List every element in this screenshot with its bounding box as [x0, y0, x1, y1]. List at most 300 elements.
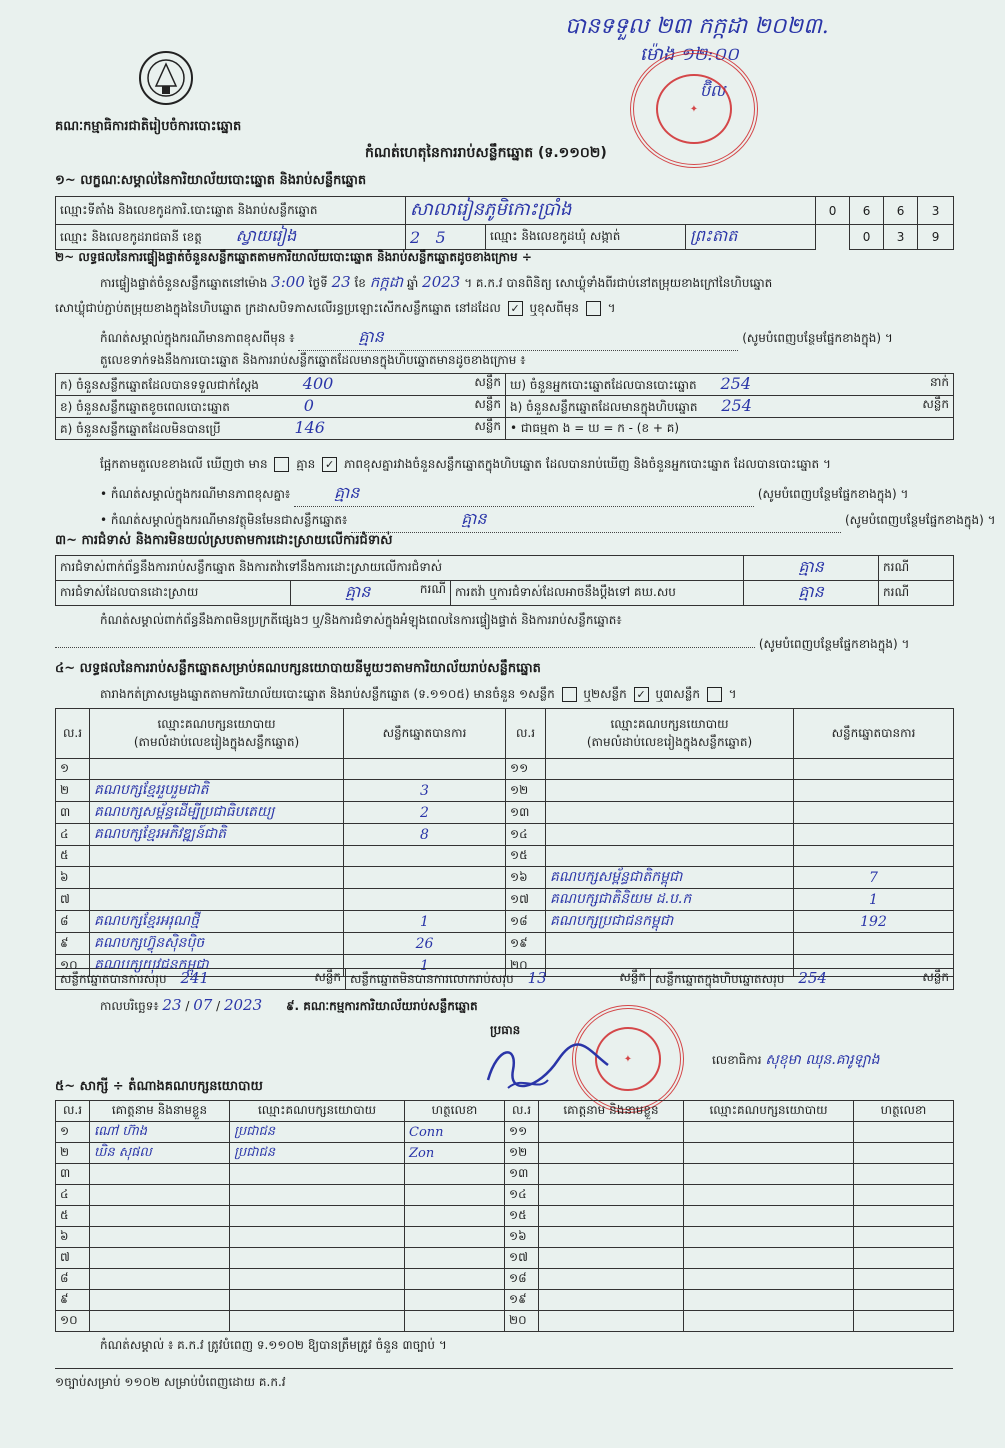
witness-party: [684, 1227, 854, 1248]
witness-name: [90, 1248, 230, 1269]
province-code-digit: 5: [435, 227, 446, 247]
witness-name: [539, 1185, 684, 1206]
witness-signature: [405, 1248, 505, 1269]
verify-year: 2023: [422, 273, 461, 291]
verify-text: ការផ្ទៀងផ្ទាត់ចំនួនសន្លឹកឆ្នោតនៅម៉ោង: [100, 276, 268, 290]
table-row: [56, 802, 954, 824]
party-name: [546, 824, 794, 846]
section3-fill-line: [55, 636, 955, 654]
row-number: ១៤: [505, 1185, 539, 1206]
resolved-label: ការជំទាស់ដែលបានដោះស្រាយ: [56, 581, 291, 606]
count-unit: សន្លឹក: [474, 397, 501, 411]
chair-label: ប្រធាន: [490, 1023, 521, 1037]
witness-signature: [854, 1290, 954, 1311]
table-row: [56, 759, 954, 780]
vote-count: [344, 867, 506, 889]
note-label: កំណត់សម្គាល់ក្នុងករណីមានភាពខុសពីមុន ៖: [100, 331, 295, 345]
col-votes-header: សន្លឹកឆ្នោតបានការ: [344, 709, 506, 759]
office-value: សាលារៀនភូមិកោះប្រាំង: [406, 197, 816, 225]
section5-title: ៥~ សាក្សី ÷ តំណាងគណបក្សនយោបាយ: [55, 1079, 263, 1094]
witness-party: [684, 1122, 854, 1143]
row-number: ១៣: [505, 1164, 539, 1185]
secretary-line: [712, 1050, 880, 1071]
resolved-value: គ្មាន: [345, 582, 371, 601]
witness-signature: [405, 1185, 505, 1206]
appeal-value: គ្មាន: [744, 581, 879, 606]
unit: សន្លឹក: [314, 970, 341, 984]
table-row: [56, 889, 954, 911]
witness-party: [684, 1143, 854, 1164]
vote-count: 1: [344, 955, 506, 977]
receipt-note-line1: បានទទួល ២៣ កក្កដា ២០២៣.: [565, 14, 829, 39]
vote-count: 3: [344, 780, 506, 802]
col-party-sub: (តាមលំដាប់លេខរៀងក្នុងសន្លឹកឆ្នោត): [586, 734, 753, 749]
table-row: [56, 824, 954, 846]
row-number: ១២: [505, 1143, 539, 1164]
col-party-sub: (តាមលំដាប់លេខរៀងក្នុងសន្លឹកឆ្នោត): [133, 734, 300, 749]
row-number: ៨: [56, 1269, 90, 1290]
witness-col-sign: ហត្ថលេខា: [405, 1101, 505, 1122]
row-number: ១៨: [506, 911, 546, 933]
bottom-note: ១ច្បាប់សម្រាប់ ១១០២ សម្រាប់បំពេញដោយ គ.ក.វ: [55, 1375, 286, 1389]
vote-count: [794, 780, 954, 802]
date-label: កាលបរិច្ឆេទ៖: [100, 999, 159, 1013]
party-name: [546, 933, 794, 955]
witness-party: [230, 1290, 405, 1311]
witness-signature: [854, 1227, 954, 1248]
witness-col-no: ល.រ: [56, 1101, 90, 1122]
receipt-note-line2: ម៉ោង ១២:០០: [640, 44, 739, 65]
row-number: ១០: [56, 1311, 90, 1332]
province-label: ឈ្មោះ និងលេខកូដរាជធានី ខេត្ត: [60, 230, 202, 244]
party-name: [90, 889, 344, 911]
vote-count: [794, 759, 954, 780]
verify-line1: [100, 273, 955, 295]
witness-name: [90, 1206, 230, 1227]
formula-label: • ជាធម្មតា ង = ឃ = ក - (ខ + គ): [510, 420, 680, 435]
witness-name: ឃិន សុផល: [90, 1143, 230, 1164]
objection-unit: ករណី: [879, 556, 954, 581]
two-sheet-label: ឬ២សន្លឹក: [583, 687, 627, 701]
table-row: [56, 867, 954, 889]
total-valid-value: 241: [180, 969, 210, 987]
witness-party: [684, 1311, 854, 1332]
witness-name: [539, 1248, 684, 1269]
date-line: កាលបរិច្ឆេទ៖ 23 / 07 / 2023 ៩. គណៈកម្មការការិយាល័យរាប់សន្លឹកឆ្នោត: [100, 996, 478, 1014]
party-name: គណបក្សសម្ព័ន្ធជាតិកម្ពុជា: [546, 867, 794, 889]
row-number: ១៥: [506, 846, 546, 867]
col-party-label: ឈ្មោះគណបក្សនយោបាយ: [610, 716, 729, 731]
difference-line: [100, 456, 955, 474]
row-number: ១៤: [506, 824, 546, 846]
row-number: ៩: [56, 1290, 90, 1311]
table-row: [56, 1227, 954, 1248]
results-table: [55, 708, 954, 977]
form-title: កំណត់ហេតុនៃការរាប់សន្លឹកឆ្នោត (ទ.១១០២): [365, 145, 607, 161]
unit: សន្លឹក: [922, 970, 949, 984]
one-sheet-checkbox[interactable]: [562, 687, 577, 702]
party-name: [546, 780, 794, 802]
witness-name: [90, 1311, 230, 1332]
verify-line2: សោឃ្លុំជាប់ភ្ជាប់តម្រុយខាងក្នុងនៃហិបឆ្នោត ក្រដាសបិទភាសលើរន្ធប្រឡោះសើកសន្លឹកឆ្នោត នៅដដែល ✓ ឬខុសពីមុន ។: [55, 301, 616, 315]
witness-party: [230, 1206, 405, 1227]
witness-name: [539, 1290, 684, 1311]
row-number: ១៣: [506, 802, 546, 824]
row-number: ១១: [506, 759, 546, 780]
witness-signature: [854, 1122, 954, 1143]
province-code-digit: 2: [410, 227, 421, 247]
party-name: គណបក្សហ៊្វុនស៊ិនប៉ិច: [90, 933, 344, 955]
row-number: ៨: [56, 911, 90, 933]
fill-more-label: (សូមបំពេញបន្ថែមផ្នែកខាងក្នុង) ។: [742, 331, 893, 345]
verify-text: ថ្ងៃទី: [308, 276, 328, 290]
ballot-count-table: [55, 373, 954, 440]
col-party-header: [546, 709, 794, 759]
vote-count: 8: [344, 824, 506, 846]
witness-party: [230, 1269, 405, 1290]
count-unit: នាក់: [929, 375, 949, 389]
three-sheet-checkbox[interactable]: [707, 687, 722, 702]
office-code-digit: 0: [816, 197, 850, 225]
vote-count: [794, 846, 954, 867]
row-number: ៣: [56, 1164, 90, 1185]
party-name: [546, 759, 794, 780]
witness-name: [90, 1227, 230, 1248]
unit: សន្លឹក: [619, 970, 646, 984]
row-number: ១: [56, 759, 90, 780]
party-name: គណបក្សប្រជាជនកម្ពុជា: [546, 911, 794, 933]
verify-text: ខែ: [354, 276, 366, 290]
party-name: គណបក្សខ្មែរអរុណថ្មី: [90, 911, 344, 933]
col-no-header: ល.រ: [56, 709, 90, 759]
witness-name: [539, 1164, 684, 1185]
table-row: [56, 1248, 954, 1269]
witness-party: [684, 1248, 854, 1269]
office-code-digit: 6: [884, 197, 918, 225]
row-number: ១៧: [506, 889, 546, 911]
note3-line: [100, 508, 996, 533]
section3-title: ៣~ ការជំទាស់ និងការមិនយល់ស្របតាមការដោះស្រាយលើការជំទាស់: [55, 533, 393, 548]
appeal-label: ការតវ៉ា ឬការជំទាស់ដែលអាចនឹងប្តឹងទៅ គឃ.សប: [451, 581, 744, 606]
totals-table: [55, 968, 954, 990]
col-party-header: [90, 709, 344, 759]
witness-signature: [854, 1164, 954, 1185]
note3-label: • កំណត់សម្គាល់ក្នុងករណីមានវត្ថុមិនមែនជាសន្លឹកឆ្នោត៖: [100, 513, 348, 527]
witness-name: [90, 1164, 230, 1185]
note3-value: គ្មាន: [351, 508, 841, 533]
same-checkbox[interactable]: ✓: [508, 301, 523, 316]
table-row: [56, 1311, 954, 1332]
party-name: គណបក្សខ្មែររួបរួមជាតិ: [90, 780, 344, 802]
total-box-value: 254: [798, 969, 827, 987]
count-unit: សន្លឹក: [474, 419, 501, 433]
row-number: ១៩: [505, 1290, 539, 1311]
witness-name: [539, 1311, 684, 1332]
fill-more-label: (សូមបំពេញបន្ថែមផ្នែកខាងក្នុង) ។: [844, 513, 996, 527]
section4-subtitle: តារាងកត់ត្រាសម្លេងឆ្នោតតាមការិយាល័យបោះឆ្នោត និងរាប់សន្លឹកឆ្នោត (ទ.១១០៥) មានចំនួន ១សន្លឹក: [100, 687, 555, 701]
table-row: [56, 1269, 954, 1290]
total-invalid-value: 13: [527, 969, 547, 987]
count-label: ឃ) ចំនួនអ្នកបោះឆ្នោតដែលបានបោះឆ្នោត: [510, 378, 697, 392]
party-name: គណបក្សយុវជនកម្ពុជា: [90, 955, 344, 977]
row-number: ១២: [506, 780, 546, 802]
row-number: ៦: [56, 867, 90, 889]
table-row: [56, 933, 954, 955]
witness-signature: Conn: [405, 1122, 505, 1143]
secretary-name: សុខុមា ឈុន.គារូឡាង: [765, 1052, 880, 1068]
row-number: ២: [56, 780, 90, 802]
province-value: ស្វាយរៀង: [235, 226, 297, 245]
three-sheet-label: ឬ៣សន្លឹក: [655, 687, 700, 701]
col-party-label: ឈ្មោះគណបក្សនយោបាយ: [157, 716, 276, 731]
row-number: ៤: [56, 1185, 90, 1206]
count-value: 400: [302, 374, 334, 393]
row-number: ២០: [506, 955, 546, 977]
witness-party: ប្រជាជន: [230, 1143, 405, 1164]
witness-signature: [405, 1269, 505, 1290]
row-number: ៦: [56, 1227, 90, 1248]
witness-signature: [405, 1164, 505, 1185]
row-number: ៧: [56, 1248, 90, 1269]
vote-count: [344, 759, 506, 780]
vote-count: [794, 824, 954, 846]
row-number: ៣: [56, 802, 90, 824]
count-value: 0: [303, 396, 314, 415]
vote-count: 192: [794, 911, 954, 933]
row-number: ៧: [56, 889, 90, 911]
witness-party: [684, 1290, 854, 1311]
witness-party: [684, 1185, 854, 1206]
official-seal-bottom: ✦: [572, 1005, 684, 1113]
table-row: [56, 1143, 954, 1164]
diff-text: ផ្អែកតាមតួលេខខាងលើ ឃើញថា មាន: [100, 457, 268, 471]
vote-count: 1: [344, 911, 506, 933]
verify-text: ឬខុសពីមុន: [529, 301, 579, 315]
note2-value: គ្មាន: [294, 482, 754, 507]
diff-text: ភាពខុសគ្នារវាងចំនួនសន្លឹកឆ្នោតក្នុងហិបឆ្នោត ដែលបានរាប់ឃើញ និងចំនួនអ្នកបោះឆ្នោត ដែលបានបោះឆ្នោត ។: [343, 457, 831, 471]
col-no-header: ល.រ: [506, 709, 546, 759]
table-row: [56, 780, 954, 802]
witness-party: [230, 1185, 405, 1206]
date-month: 07: [193, 996, 213, 1014]
note2-line: [100, 482, 955, 507]
witness-party: [230, 1164, 405, 1185]
witness-name: [539, 1227, 684, 1248]
count-label: គ) ចំនួនសន្លឹកឆ្នោតដែលមិនបានប្រើ: [60, 422, 221, 436]
party-name: គណបក្សសម្ព័ន្ធដើម្បីប្រជាធិបតេយ្យ: [90, 802, 344, 824]
verify-text: សោឃ្លុំជាប់ភ្ជាប់តម្រុយខាងក្នុងនៃហិបឆ្នោត ក្រដាសបិទភាសលើរន្ធប្រឡោះសើកសន្លឹកឆ្នោត នៅដដែល: [55, 301, 501, 315]
appeal-unit: ករណី: [879, 581, 954, 606]
witness-signature: [854, 1311, 954, 1332]
witness-name: [90, 1290, 230, 1311]
table-row: [56, 1206, 954, 1227]
witness-signature: [405, 1290, 505, 1311]
row-number: ២០: [505, 1311, 539, 1332]
committee-name: គណៈកម្មាធិការជាតិរៀបចំការបោះឆ្នោត: [55, 119, 242, 134]
has-difference-checkbox[interactable]: [274, 457, 289, 472]
witness-signature: [854, 1206, 954, 1227]
row-number: ៩: [56, 933, 90, 955]
party-name: [90, 846, 344, 867]
section1-title: ១~ លក្ខណៈសម្គាល់នៃការិយាល័យបោះឆ្នោត និងរាប់សន្លឹកឆ្នោត: [55, 173, 367, 188]
no-difference-checkbox[interactable]: ✓: [322, 457, 337, 472]
objection-table: [55, 555, 954, 606]
total-box-label: សន្លឹកឆ្នោតក្នុងហិបឆ្នោតសរុប: [655, 972, 785, 986]
row-number: ១១: [505, 1122, 539, 1143]
section4-subtitle-line: តារាងកត់ត្រាសម្លេងឆ្នោតតាមការិយាល័យបោះឆ្នោត និងរាប់សន្លឹកឆ្នោត (ទ.១១០៥) មានចំនួន ១សន្លឹក ឬ២សន្លឹក ✓ ឬ៣សន្លឹក ។: [100, 687, 737, 701]
verify-time: 3:00: [271, 273, 305, 291]
party-name: គណបក្សខ្មែរអភិវឌ្ឍន៍ជាតិ: [90, 824, 344, 846]
row-number: ១៨: [505, 1269, 539, 1290]
witness-name: [539, 1122, 684, 1143]
note2-label: • កំណត់សម្គាល់ក្នុងករណីមានភាពខុសគ្នា៖: [100, 487, 291, 501]
total-valid-label: សន្លឹកឆ្នោតបានការសរុប: [60, 972, 167, 986]
table-row: [56, 1185, 954, 1206]
witness-party: [230, 1248, 405, 1269]
witness-party: [230, 1227, 405, 1248]
row-number: ១៩: [506, 933, 546, 955]
vote-count: 26: [344, 933, 506, 955]
office-info-table: [55, 196, 954, 250]
chair-signature: [478, 1040, 618, 1095]
diff-text: គ្មាន: [296, 457, 316, 471]
section3-note: កំណត់សម្គាល់ពាក់ព័ន្ធនឹងភាពមិនប្រក្រតីផ្សេងៗ ឬ/និងការជំទាស់ក្នុងអំឡុងពេលនៃការផ្ទៀងផ្ទាត់ និងការរាប់សន្លឹកឆ្នោត៖: [100, 613, 622, 627]
witness-name: [90, 1185, 230, 1206]
row-number: ១: [56, 1122, 90, 1143]
count-label: ខ) ចំនួនសន្លឹកឆ្នោតខូចពេលបោះឆ្នោត: [60, 400, 230, 414]
note-value: គ្មាន: [298, 326, 738, 351]
vote-count: [344, 889, 506, 911]
receipt-note-line3: ប៊ិល: [700, 81, 726, 100]
footnote: កំណត់សម្គាល់ ៖ គ.ក.វ ត្រូវបំពេញ ទ.១១០២ ឱ្យបានត្រឹមត្រូវ ចំនួន ៣ច្បាប់ ។: [100, 1338, 447, 1352]
table-row: [56, 1290, 954, 1311]
intro-line: តួលេខទាក់ទងនឹងការបោះឆ្នោត និងការរាប់សន្លឹកឆ្នោតដែលមានក្នុងហិបឆ្នោតមានដូចខាងក្រោម ៖: [100, 353, 526, 367]
row-number: ២: [56, 1143, 90, 1164]
count-value: 146: [294, 418, 325, 437]
total-invalid-label: សន្លឹកឆ្នោតមិនបានការលោករាប់សរុប: [350, 972, 514, 986]
party-name: [546, 802, 794, 824]
date-day: 23: [162, 996, 182, 1014]
office-code-digit: 3: [918, 197, 954, 225]
official-seal-top: ✦: [630, 50, 758, 168]
office-label: ឈ្មោះទីតាំង និងលេខកូដការិ.បោះឆ្នោត និងរាប់សន្លឹកឆ្នោត: [56, 197, 406, 225]
witness-signature: [854, 1248, 954, 1269]
different-checkbox[interactable]: [586, 301, 601, 316]
count-label: ក) ចំនួនសន្លឹកឆ្នោតដែលបានទទួលជាក់ស្តែង: [60, 378, 259, 392]
table-row: [56, 1164, 954, 1185]
witness-party: [230, 1311, 405, 1332]
row-number: ៥: [56, 846, 90, 867]
witness-name: [539, 1206, 684, 1227]
witness-party: ប្រជាជន: [230, 1122, 405, 1143]
witness-name: [539, 1143, 684, 1164]
count-value: 254: [721, 396, 752, 415]
count-label: ង) ចំនួនសន្លឹកឆ្នោតដែលមានក្នុងហិបឆ្នោត: [510, 400, 698, 414]
count-value: 254: [720, 374, 751, 393]
row-number: ១៦: [506, 867, 546, 889]
commune-code-digit: 9: [918, 225, 954, 250]
party-name: [546, 846, 794, 867]
vote-count: 1: [794, 889, 954, 911]
vote-count: 2: [344, 802, 506, 824]
count-unit: សន្លឹក: [922, 397, 949, 411]
count-unit: សន្លឹក: [474, 375, 501, 389]
table-row: [56, 1122, 954, 1143]
two-sheet-checkbox[interactable]: ✓: [634, 687, 649, 702]
witness-party: [684, 1164, 854, 1185]
commune-code-digit: 3: [884, 225, 918, 250]
section4-title: ៤~ លទ្ធផលនៃការរាប់សន្លឹកឆ្នោតសម្រាប់គណបក្សនយោបាយនីមួយៗតាមការិយាល័យរាប់សន្លឹកឆ្នោត: [55, 661, 541, 676]
witness-name: [539, 1269, 684, 1290]
witness-col-name: គោត្តនាម និងនាមខ្លួន: [539, 1101, 684, 1122]
witness-party: [684, 1206, 854, 1227]
table-row: [56, 911, 954, 933]
vote-count: 7: [794, 867, 954, 889]
witness-signature: Zon: [405, 1143, 505, 1164]
witness-name: [90, 1269, 230, 1290]
witness-signature: [405, 1206, 505, 1227]
witness-signature: [854, 1143, 954, 1164]
verify-text: ឆ្នាំ: [406, 276, 419, 290]
witness-signature: [854, 1185, 954, 1206]
office-code-digit: 6: [850, 197, 884, 225]
note-line: [100, 326, 955, 351]
vote-count: [794, 802, 954, 824]
committee-label: ៩. គណៈកម្មការការិយាល័យរាប់សន្លឹកឆ្នោត: [285, 999, 478, 1013]
witness-col-party: ឈ្មោះគណបក្សនយោបាយ: [230, 1101, 405, 1122]
row-number: ១០: [56, 955, 90, 977]
witness-signature: [854, 1269, 954, 1290]
secretary-label: លេខាធិការ: [712, 1053, 762, 1067]
party-name: [90, 759, 344, 780]
row-number: ១៧: [505, 1248, 539, 1269]
verify-day: 23: [331, 273, 351, 291]
row-number: ៤: [56, 824, 90, 846]
witness-col-name: គោត្តនាម និងនាមខ្លួន: [90, 1101, 230, 1122]
vote-count: [794, 933, 954, 955]
col-votes-header: សន្លឹកឆ្នោតបានការ: [794, 709, 954, 759]
fill-more-label: (សូមបំពេញបន្ថែមផ្នែកខាងក្នុង) ។: [757, 487, 909, 501]
verify-text: ។ គ.ក.វ បានពិនិត្យ សោឃ្លុំទាំងពីរជាប់នៅតម្រុយខាងក្រៅនៃហិបឆ្នោត: [464, 276, 773, 290]
witness-col-sign: ហត្ថលេខា: [854, 1101, 954, 1122]
witness-name: ណៅ ហ៊ាង: [90, 1122, 230, 1143]
witness-signature: [405, 1311, 505, 1332]
witness-party: [684, 1269, 854, 1290]
commune-code-digit: 0: [850, 225, 884, 250]
row-number: ១៥: [505, 1206, 539, 1227]
table-row: [56, 846, 954, 867]
section2-title: ២~ លទ្ធផលនៃការផ្ទៀងផ្ទាត់ចំនួនសន្លឹកឆ្នោតតាមការិយាល័យបោះឆ្នោត និងរាប់សន្លឹកឆ្នោតដូចខាងក្រោម ÷: [55, 250, 532, 264]
party-name: [90, 867, 344, 889]
commune-value: ព្រះតាត: [686, 225, 816, 250]
witness-signature: [405, 1227, 505, 1248]
resolved-unit: ករណី: [419, 582, 446, 596]
date-year: 2023: [223, 996, 263, 1014]
witness-table: [55, 1100, 954, 1332]
witness-col-party: ឈ្មោះគណបក្សនយោបាយ: [684, 1101, 854, 1122]
party-name: គណបក្សជាតិនិយម ដ.ប.ក: [546, 889, 794, 911]
witness-col-no: ល.រ: [505, 1101, 539, 1122]
nec-emblem-icon: [138, 48, 194, 108]
verify-month: កក្កដា: [369, 273, 404, 291]
objection-value: គ្មាន: [744, 556, 879, 581]
objection-label: ការជំទាស់ពាក់ព័ន្ធនឹងការរាប់សន្លឹកឆ្នោត និងការតវ៉ាទៅនឹងការដោះស្រាយលើការជំទាស់: [56, 556, 744, 581]
row-number: ១៦: [505, 1227, 539, 1248]
vote-count: [344, 846, 506, 867]
commune-label: ឈ្មោះ និងលេខកូដឃុំ សង្កាត់: [486, 225, 686, 250]
row-number: ៥: [56, 1206, 90, 1227]
fill-more-label: (សូមបំពេញបន្ថែមផ្នែកខាងក្នុង) ។: [758, 637, 910, 651]
